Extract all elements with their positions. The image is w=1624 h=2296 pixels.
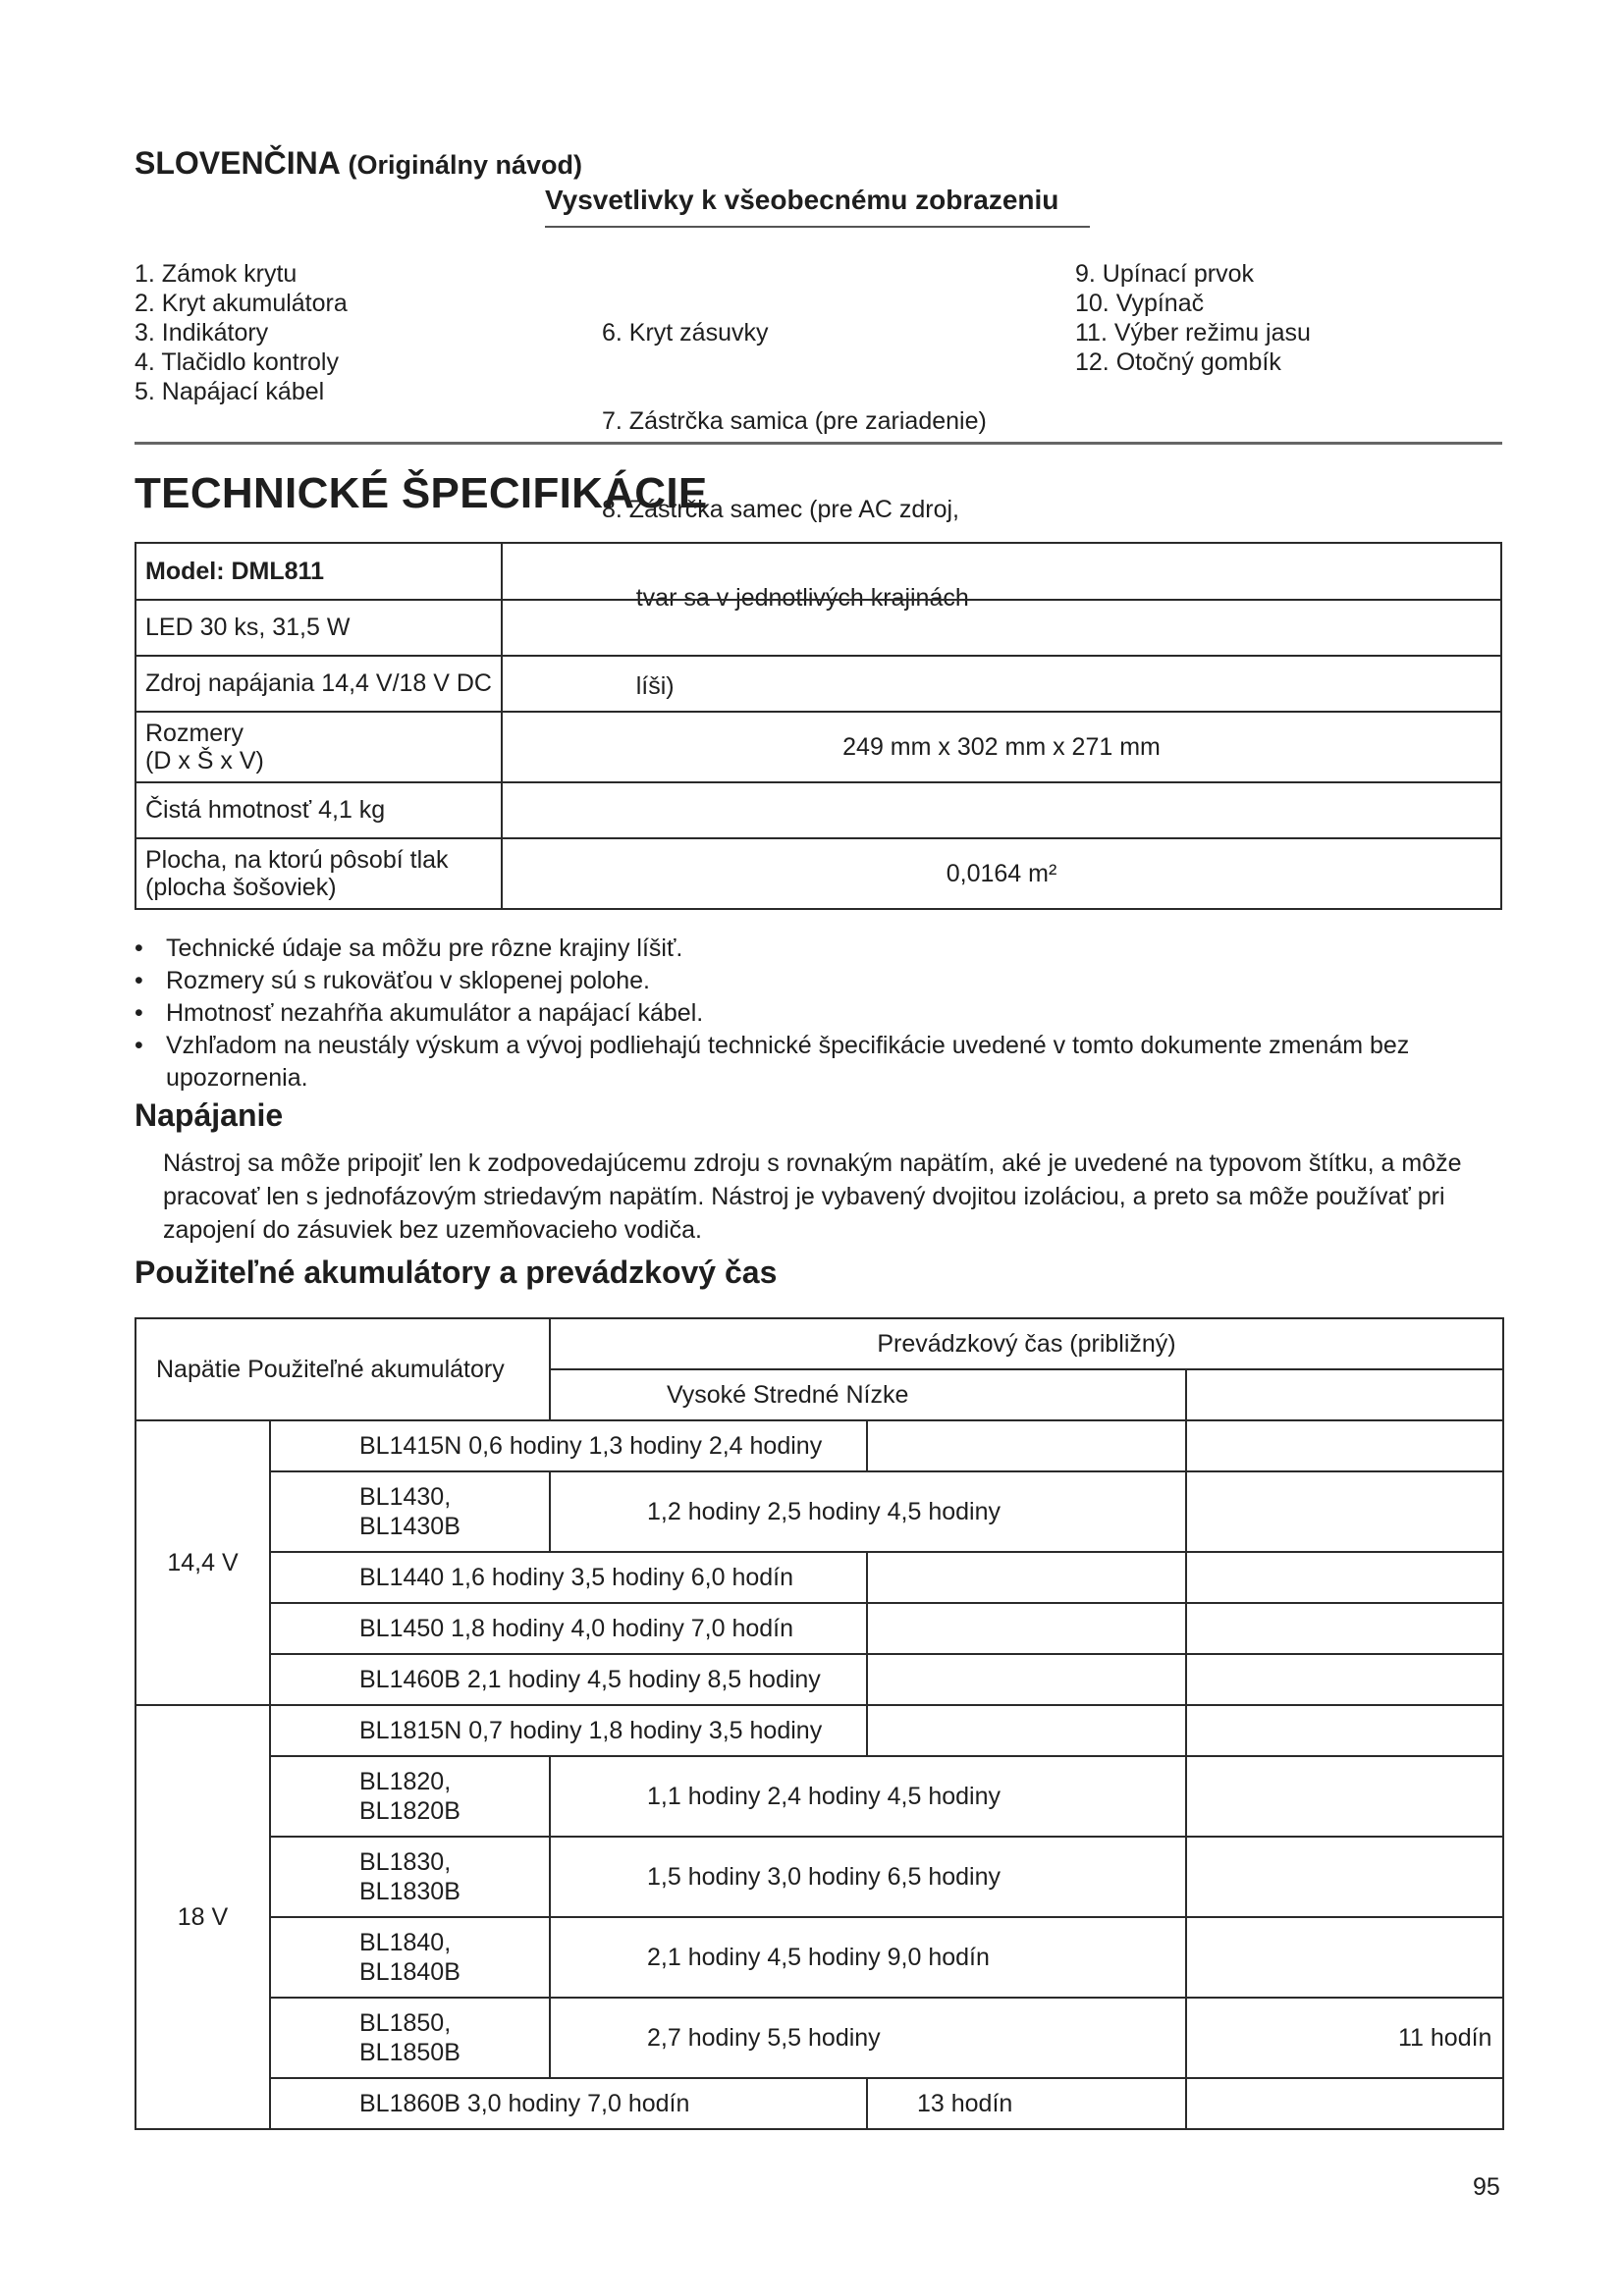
table-row: [135, 1603, 1503, 1654]
empty-cell: [1186, 1552, 1503, 1603]
batteries-table: [135, 1317, 1504, 2130]
specs-row: [135, 543, 1501, 600]
legend-item: 9. Upínací prvok: [1075, 260, 1255, 288]
specs-row: [135, 600, 1501, 656]
specs-value: [502, 600, 1501, 656]
specs-row: [135, 712, 1501, 782]
section-divider: [135, 442, 1502, 445]
language-note: (Originálny návod): [348, 150, 583, 180]
voltage-cell: 14,4 V: [135, 1420, 270, 1705]
specs-value: 249 mm x 302 mm x 271 mm: [502, 712, 1501, 782]
header-modes: Vysoké Stredné Nízke: [550, 1369, 1186, 1420]
legend-title-underline: [545, 226, 1090, 228]
battery-models: BL1430, BL1430B: [270, 1471, 550, 1552]
empty-cell: [1186, 1654, 1503, 1705]
legend-item: 8. Zástrčka samec (pre AC zdroj,: [602, 496, 960, 523]
empty-cell: [1186, 1756, 1503, 1837]
legend-item: 5. Napájací kábel: [135, 378, 325, 405]
legend-item: 4. Tlačidlo kontroly: [135, 348, 339, 376]
specs-table: [135, 542, 1502, 910]
legend-item: tvar sa v jednotlivých krajinách: [602, 584, 969, 612]
battery-extra-time: 11 hodín: [1186, 1998, 1503, 2078]
battery-times: 2,1 hodiny 4,5 hodiny 9,0 hodín: [550, 1917, 1186, 1998]
battery-row-text: BL1450 1,8 hodiny 4,0 hodiny 7,0 hodín: [270, 1603, 867, 1654]
specs-row: [135, 838, 1501, 909]
empty-cell: [1186, 2078, 1503, 2129]
note-item: • Vzhľadom na neustály výskum a vývoj podliehajú technické špecifikácie uvedené v tomto dokumente zmenám bez upozornenia.: [135, 1032, 1410, 1092]
table-row: [135, 1998, 1503, 2078]
table-row: [135, 1837, 1503, 1917]
empty-cell: [867, 1705, 1186, 1756]
power-text: Nástroj sa môže pripojiť len k zodpovedajúcemu zdroju s rovnakým napätím, aké je uvedené na typovom štítku, a môže pracovať len s jednofázovým striedavým napätím. Nástroj je vybavený dvojitou izoláciou, a preto sa môže používať pri zapojení do zásuviek bez uzemňovacieho vodiča.: [163, 1149, 1462, 1244]
empty-cell: [867, 1552, 1186, 1603]
header-operating-time: Prevádzkový čas (približný): [550, 1318, 1503, 1369]
language-label: SLOVENČINA: [135, 145, 340, 181]
specs-value: 0,0164 m²: [502, 838, 1501, 909]
note-item: • Technické údaje sa môžu pre rôzne krajiny líšiť.: [135, 934, 683, 962]
legend-item: 10. Vypínač: [1075, 290, 1205, 317]
specs-label: LED 30 ks, 31,5 W: [135, 600, 502, 656]
specs-value: [502, 782, 1501, 838]
legend-column-3: [1075, 259, 1311, 377]
table-row: [135, 1705, 1503, 1756]
table-row: [135, 1471, 1503, 1552]
specs-value: [502, 543, 1501, 600]
table-row: [135, 1917, 1503, 1998]
table-row: [135, 1552, 1503, 1603]
battery-row-text: BL1415N 0,6 hodiny 1,3 hodiny 2,4 hodiny: [270, 1420, 867, 1471]
specs-label: Čistá hmotnosť 4,1 kg: [135, 782, 502, 838]
legend-item: 3. Indikátory: [135, 319, 269, 347]
battery-times: 1,1 hodiny 2,4 hodiny 4,5 hodiny: [550, 1756, 1186, 1837]
note-item: • Hmotnosť nezahŕňa akumulátor a napájací kábel.: [135, 999, 704, 1027]
header-voltage-batteries: Napätie Použiteľné akumulátory: [135, 1318, 550, 1420]
specs-label: Zdroj napájania 14,4 V/18 V DC: [135, 656, 502, 712]
header-empty: [1186, 1369, 1503, 1420]
specs-label: Rozmery (D x Š x V): [135, 712, 502, 782]
legend-item: 7. Zástrčka samica (pre zariadenie): [602, 407, 987, 435]
battery-row-text: BL1815N 0,7 hodiny 1,8 hodiny 3,5 hodiny: [270, 1705, 867, 1756]
empty-cell: [1186, 1705, 1503, 1756]
section-language-title: [135, 145, 582, 182]
specs-label: Plocha, na ktorú pôsobí tlak (plocha šošoviek): [135, 838, 502, 909]
table-row: [135, 2078, 1503, 2129]
specs-row: [135, 782, 1501, 838]
legend-item: 1. Zámok krytu: [135, 260, 298, 288]
specs-notes: [135, 933, 1502, 1095]
empty-cell: [867, 1603, 1186, 1654]
battery-models: BL1850, BL1850B: [270, 1998, 550, 2078]
legend-column-1: [135, 259, 348, 406]
power-title: Napájanie: [135, 1097, 284, 1133]
empty-cell: [867, 1420, 1186, 1471]
battery-row-text: BL1860B 3,0 hodiny 7,0 hodín: [270, 2078, 867, 2129]
battery-models: BL1840, BL1840B: [270, 1917, 550, 1998]
battery-models: BL1820, BL1820B: [270, 1756, 550, 1837]
specs-model: Model: DML811: [135, 543, 502, 600]
empty-cell: [1186, 1603, 1503, 1654]
empty-cell: [1186, 1420, 1503, 1471]
page-number: 95: [1473, 2173, 1500, 2201]
battery-times: 1,5 hodiny 3,0 hodiny 6,5 hodiny: [550, 1837, 1186, 1917]
empty-cell: [1186, 1471, 1503, 1552]
specs-title: TECHNICKÉ ŠPECIFIKÁCIE: [135, 469, 708, 517]
empty-cell: [1186, 1917, 1503, 1998]
battery-row-text: BL1460B 2,1 hodiny 4,5 hodiny 8,5 hodiny: [270, 1654, 867, 1705]
legend-item: 12. Otočný gombík: [1075, 348, 1281, 376]
batteries-title: Použiteľné akumulátory a prevádzkový čas: [135, 1255, 778, 1290]
table-row: [135, 1654, 1503, 1705]
legend-item: 2. Kryt akumulátora: [135, 290, 348, 317]
legend-item: líši): [602, 672, 675, 700]
empty-cell: [867, 1654, 1186, 1705]
battery-extra-time: 13 hodín: [867, 2078, 1186, 2129]
note-item: • Rozmery sú s rukoväťou v sklopenej polohe.: [135, 967, 650, 994]
battery-times: 1,2 hodiny 2,5 hodiny 4,5 hodiny: [550, 1471, 1186, 1552]
empty-cell: [1186, 1837, 1503, 1917]
legend-title: Vysvetlivky k všeobecnému zobrazeniu: [545, 185, 1059, 215]
battery-row-text: BL1440 1,6 hodiny 3,5 hodiny 6,0 hodín: [270, 1552, 867, 1603]
voltage-cell: 18 V: [135, 1705, 270, 2129]
battery-times: 2,7 hodiny 5,5 hodiny: [550, 1998, 1186, 2078]
specs-value: [502, 656, 1501, 712]
table-row: [135, 1756, 1503, 1837]
legend-item: 11. Výber režimu jasu: [1075, 319, 1311, 347]
table-row: [135, 1420, 1503, 1471]
battery-models: BL1830, BL1830B: [270, 1837, 550, 1917]
specs-row: [135, 656, 1501, 712]
legend-item: 6. Kryt zásuvky: [602, 319, 769, 347]
